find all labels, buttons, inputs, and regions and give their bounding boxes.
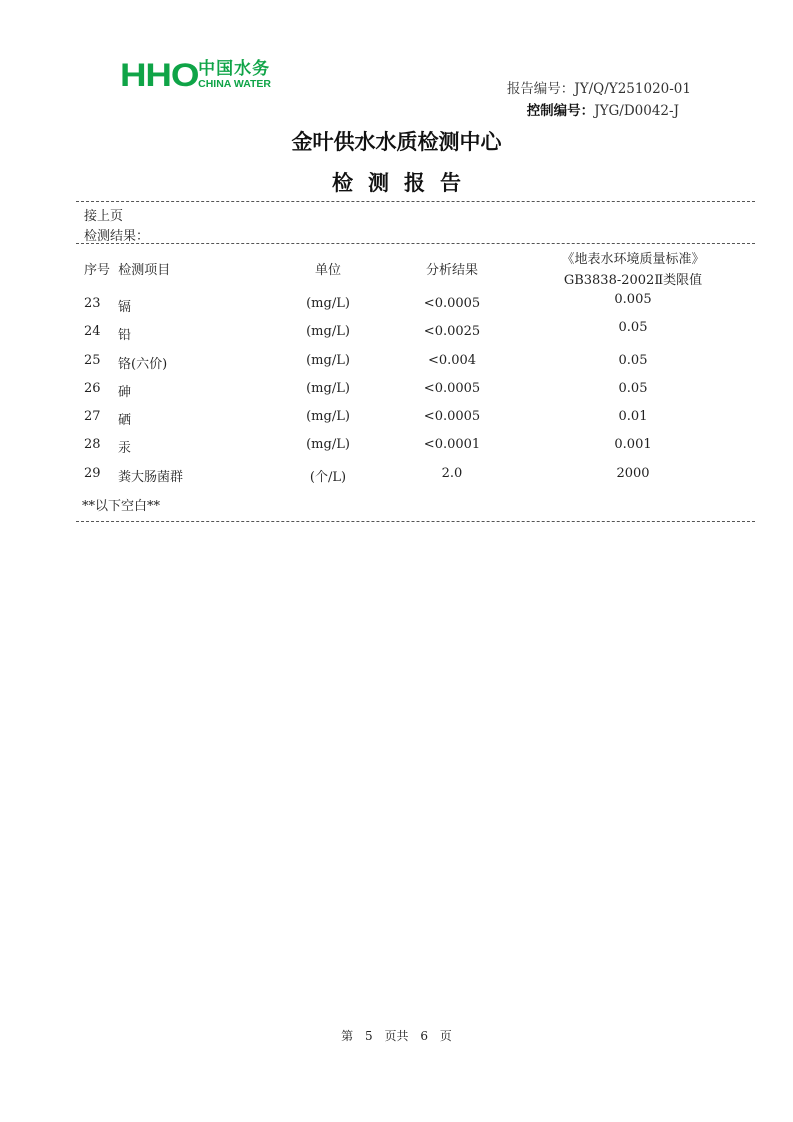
footer-mid: 页共 xyxy=(384,1029,409,1043)
row-result: <0.0005 xyxy=(423,381,481,396)
row-result: 2.0 xyxy=(441,466,463,481)
header-seq-item: 序号 检测项目 xyxy=(84,263,171,278)
row-unit: (mg/L) xyxy=(306,296,350,311)
row-item: 砷 xyxy=(118,385,132,400)
blank-note: **以下空白** xyxy=(82,499,161,514)
row-number: 27 xyxy=(84,409,101,424)
header-unit: 单位 xyxy=(314,263,341,278)
row-item: 汞 xyxy=(118,441,132,456)
row-number: 24 xyxy=(84,324,101,339)
control-number xyxy=(527,99,679,119)
row-item: 镉 xyxy=(118,300,132,315)
header-standard-line2: GB3838-2002Ⅱ类限值 xyxy=(563,273,703,288)
row-result: <0.0005 xyxy=(423,409,481,424)
divider-bottom xyxy=(76,521,755,522)
row-item: 铬(六价) xyxy=(118,357,168,372)
row-limit: 0.001 xyxy=(614,437,652,452)
company-logo xyxy=(120,55,271,95)
row-unit: (mg/L) xyxy=(306,409,350,424)
control-number-value: JYG/D0042-J xyxy=(594,103,679,119)
row-unit: (mg/L) xyxy=(306,381,350,396)
row-item: 粪大肠菌群 xyxy=(118,470,184,485)
row-number: 23 xyxy=(84,296,101,311)
logo-chinese-name: 中国水务 xyxy=(198,59,271,79)
row-number: 28 xyxy=(84,437,101,452)
header-result: 分析结果 xyxy=(425,263,478,278)
logo-mark: HHO xyxy=(120,57,199,93)
results-label: 检测结果： xyxy=(84,229,150,244)
row-result: <0.0001 xyxy=(423,437,481,452)
row-item: 硒 xyxy=(118,413,132,428)
row-limit: 2000 xyxy=(616,466,650,481)
logo-text xyxy=(198,60,271,90)
row-limit: 0.05 xyxy=(618,381,648,396)
row-limit: 0.05 xyxy=(618,320,648,335)
footer-total-pages: 6 xyxy=(420,1029,428,1043)
row-unit: (mg/L) xyxy=(306,324,350,339)
organization-title: 金叶供水水质检测中心 xyxy=(291,130,502,154)
logo-english-name: CHINA WATER xyxy=(198,78,272,90)
divider-table-header xyxy=(76,243,755,244)
footer-prefix: 第 xyxy=(341,1029,354,1043)
report-number: 报告编号：JY/Q/Y251020-01 xyxy=(506,81,691,97)
continued-label: 接上页 xyxy=(84,209,124,224)
row-limit: 0.05 xyxy=(618,353,648,368)
page-footer xyxy=(0,1027,793,1044)
row-limit: 0.005 xyxy=(614,292,652,307)
row-number: 29 xyxy=(84,466,101,481)
control-number-label: 控制编号： xyxy=(526,103,595,119)
row-item: 铅 xyxy=(118,328,132,343)
row-limit: 0.01 xyxy=(618,409,648,424)
footer-page-number: 5 xyxy=(365,1029,373,1043)
row-unit: (mg/L) xyxy=(306,437,350,452)
row-result: <0.004 xyxy=(427,353,477,368)
row-unit: (mg/L) xyxy=(306,353,350,368)
row-unit: (个/L) xyxy=(309,470,347,485)
document-title: 检测报告 xyxy=(332,171,476,195)
row-result: <0.0005 xyxy=(423,296,481,311)
row-number: 26 xyxy=(84,381,101,396)
row-number: 25 xyxy=(84,353,101,368)
footer-suffix: 页 xyxy=(439,1029,452,1043)
row-result: <0.0025 xyxy=(423,324,481,339)
header-standard-line1: 《地表水环境质量标准》 xyxy=(561,252,705,267)
divider-top xyxy=(76,201,755,202)
